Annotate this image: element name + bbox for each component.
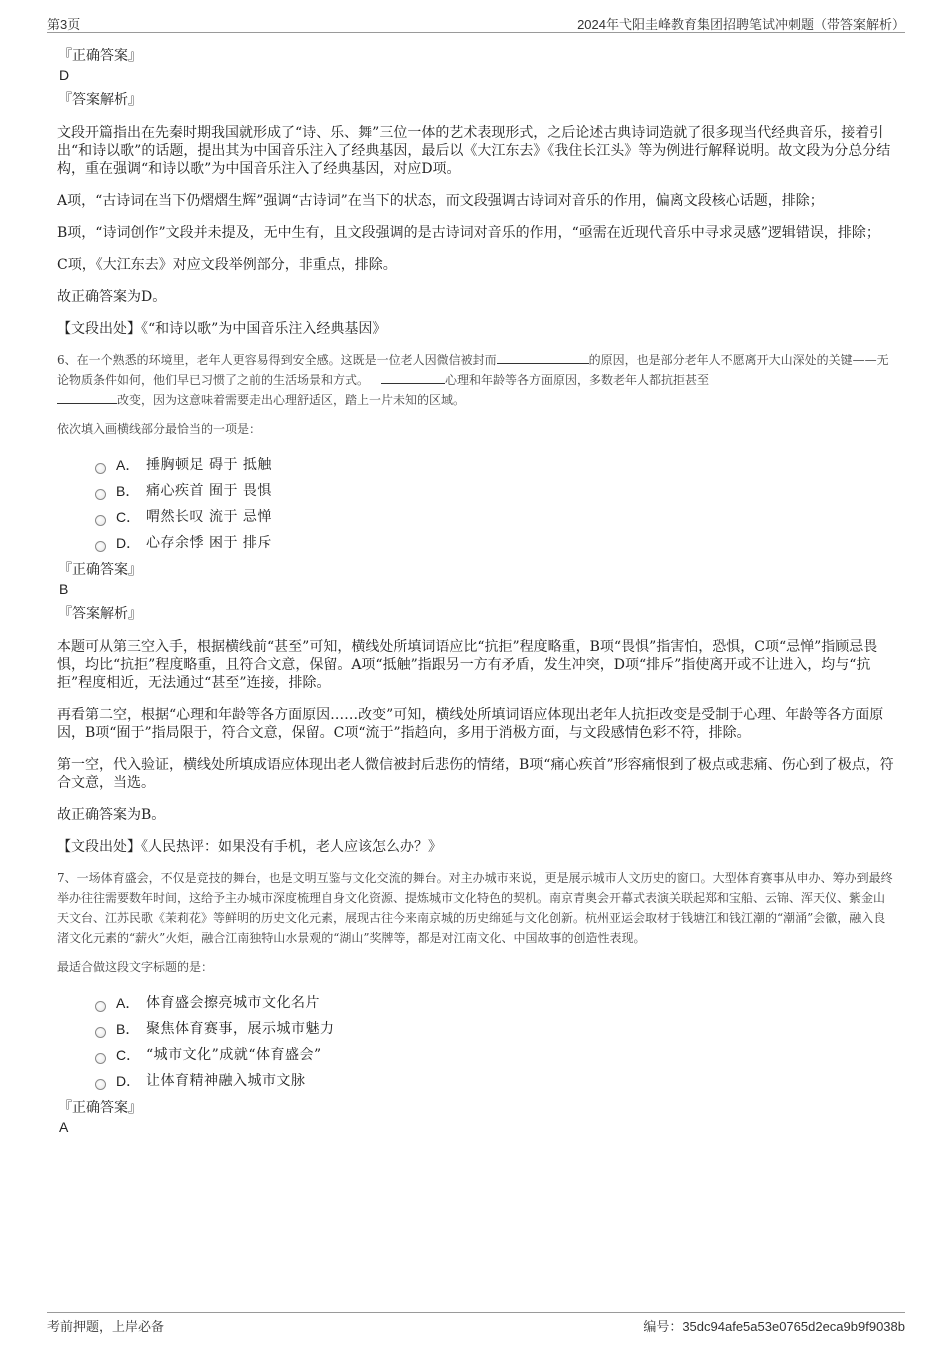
radio-button[interactable] — [95, 489, 106, 500]
q6-analysis-para: 故正确答案为B。 — [57, 807, 166, 823]
q5-analysis-para: C项，《大江东去》对应文段举例部分，非重点，排除。 — [57, 257, 397, 273]
q6-stem-part: 的原因，也是部分老年人不愿离开大山深处的关键——无论物质条件如何，他们早已习惯了之前的生活场景和方式。 — [57, 353, 889, 387]
q5-analysis-para: 故正确答案为D。 — [57, 289, 167, 305]
blank-line — [381, 371, 445, 384]
q5-source: 【文段出处】《“和诗以歌”为中国音乐注入经典基因》 — [57, 321, 387, 337]
q6-prompt: 依次填入画横线部分最恰当的一项是： — [57, 422, 262, 436]
radio-button[interactable] — [95, 1001, 106, 1012]
code-value: 35dc94afe5a53e0765d2eca9b9f9038b — [682, 1319, 905, 1334]
q6-analysis-para: 本题可从第三空入手，根据横线前“甚至”可知，横线处所填词语应比“抗拒”程度略重，B项“畏惧”指害怕，恐惧，C项“忌惮”指顾忌畏惧，均比“抗拒”程度略重，且符合文意，保留。A项“抵触”指跟另一方有矛盾，发生冲突，D项“排斥”指使离开或不让进入，均与“抗拒”程度相近，无法通过“甚至”连接，排除。 — [57, 639, 878, 691]
q6-analysis-para: 第一空，代入验证，横线处所填成语应体现出老人微信被封后悲伤的情绪，B项“痛心疾首”形容痛恨到了极点或悲痛、伤心到了极点，符合文意，当选。 — [57, 757, 894, 791]
radio-button[interactable] — [95, 515, 106, 526]
correct-answer-label: 『正确答案』 — [58, 1100, 142, 1116]
q6-answer: B — [59, 581, 69, 597]
code-label: 编号： — [643, 1319, 683, 1334]
q7-option-b[interactable]: B． 聚焦体育赛事，展示城市魅力 — [95, 1016, 895, 1042]
analysis-label: 『答案解析』 — [58, 92, 142, 108]
q6-option-b[interactable]: B． 痛心疾首 囿于 畏惧 — [95, 478, 895, 504]
q6-analysis-para: 再看第二空，根据“心理和年龄等各方面原因……改变”可知，横线处所填词语应体现出老年人抗拒改变是受制于心理、年龄等各方面原因，B项“囿于”指局限于，符合文意，保留。C项“流于”指趋向，多用于消极方面，与文段感情色彩不符，排除。 — [57, 707, 884, 741]
q7-options — [57, 990, 895, 1094]
q7-answer: A — [59, 1119, 69, 1135]
page-number: 第3页 — [47, 17, 81, 32]
q6-options — [57, 452, 895, 556]
q7-prompt: 最适合做这段文字标题的是： — [57, 960, 214, 974]
q5-answer: D — [59, 67, 70, 83]
radio-button[interactable] — [95, 1079, 106, 1090]
page-header — [47, 14, 905, 33]
blank-line — [497, 351, 589, 364]
page-content — [57, 46, 895, 1142]
page-footer — [47, 1312, 905, 1333]
q6-stem-part: 6、在一个熟悉的环境里，老年人更容易得到安全感。这既是一位老人因微信被封而 — [57, 353, 497, 367]
radio-button[interactable] — [95, 1027, 106, 1038]
correct-answer-label: 『正确答案』 — [58, 48, 142, 64]
q7-option-d[interactable]: D． 让体育精神融入城市文脉 — [95, 1068, 895, 1094]
q7-option-c[interactable]: C． “城市文化”成就“体育盛会” — [95, 1042, 895, 1068]
q6-source: 【文段出处】《人民热评：如果没有手机，老人应该怎么办？》 — [57, 839, 442, 855]
q6-stem — [57, 350, 895, 410]
radio-button[interactable] — [95, 463, 106, 474]
document-title: 2024年弋阳圭峰教育集团招聘笔试冲刺题（带答案解析） — [577, 17, 905, 32]
document-code — [643, 1316, 905, 1335]
blank-line — [57, 391, 117, 404]
q5-analysis-para: 文段开篇指出在先秦时期我国就形成了“诗、乐、舞”三位一体的艺术表现形式，之后论述古典诗词造就了很多现当代经典音乐，接着引出“和诗以歌”的话题，提出其为中国音乐注入了经典基因，最后以《大江东去》《我住长江头》等为例进行解释说明。故文段为分总分结构，重在强调“和诗以歌”为中国音乐注入了经典基因，对应D项。 — [57, 125, 891, 177]
q7-option-a[interactable]: A． 体育盛会擦亮城市文化名片 — [95, 990, 895, 1016]
q6-option-a[interactable]: A． 捶胸顿足 碍于 抵触 — [95, 452, 895, 478]
analysis-label: 『答案解析』 — [58, 606, 142, 622]
q7-stem: 7、一场体育盛会，不仅是竞技的舞台，也是文明互鉴与文化交流的舞台。对主办城市来说，更是展示城市人文历史的窗口。大型体育赛事从申办、筹办到最终举办往往需要数年时间，这给予主办城市深度梳理自身文化资源、提炼城市文化特色的契机。南京青奥会开幕式表演关联起郑和宝船、云锦、浑天仪、紫金山天文台、江苏民歌《茉莉花》等鲜明的历史文化元素，展现古往今来南京城的历史绵延与文化创新。杭州亚运会取材于钱塘江和钱江潮的“潮涌”会徽，融入良渚文化元素的“薪火”火炬，融合江南独特山水景观的“湖山”奖牌等，都是对江南文化、中国故事的创造性表现。 — [57, 871, 893, 945]
radio-button[interactable] — [95, 1053, 106, 1064]
q5-analysis-para: A项，“古诗词在当下仍熠熠生辉”强调“古诗词”在当下的状态，而文段强调古诗词对音乐的作用，偏离文段核心话题，排除； — [57, 193, 824, 209]
correct-answer-label: 『正确答案』 — [58, 562, 142, 578]
q6-stem-part: 心理和年龄等各方面原因，多数老年人都抗拒甚至 — [445, 373, 710, 387]
q6-option-c[interactable]: C． 喟然长叹 流于 忌惮 — [95, 504, 895, 530]
q5-analysis-para: B项，“诗词创作”文段并未提及，无中生有，且文段强调的是古诗词对音乐的作用，“亟需在近现代音乐中寻求灵感”逻辑错误，排除； — [57, 225, 880, 241]
footer-slogan: 考前押题，上岸必备 — [47, 1319, 165, 1334]
radio-button[interactable] — [95, 541, 106, 552]
q6-stem-part: 改变，因为这意味着需要走出心理舒适区，踏上一片未知的区域。 — [117, 393, 466, 407]
q6-option-d[interactable]: D． 心存余悸 困于 排斥 — [95, 530, 895, 556]
